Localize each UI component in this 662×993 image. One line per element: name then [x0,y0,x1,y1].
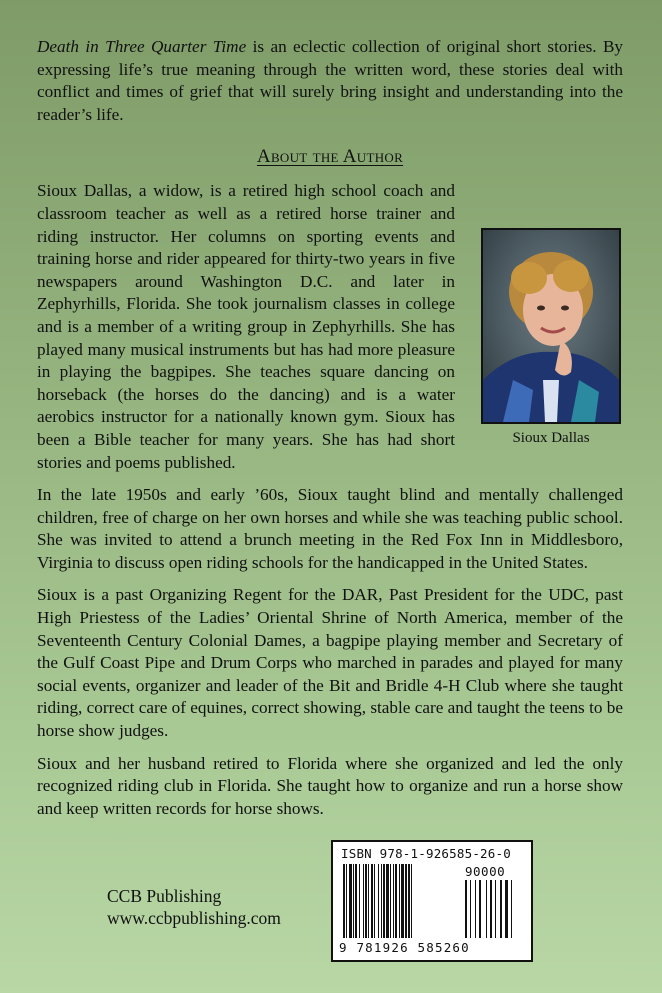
barcode-bar [490,880,492,938]
barcode-bar [486,880,487,938]
publisher-block [107,885,281,929]
barcode-bar [465,880,467,938]
barcode-bar [359,864,360,938]
barcode-bar [386,864,389,938]
barcode-bar [399,864,400,938]
barcode-bar [475,880,476,938]
barcode-bar [355,864,357,938]
barcode-bar [405,864,407,938]
bio-section [37,180,623,820]
barcode-bar [381,864,382,938]
isbn-barcode [331,840,533,962]
book-title: Death in Three Quarter Time [37,37,247,56]
bio-paragraph-3: Sioux is a past Organizing Regent for the DAR, Past President for the UDC, past High Priestess of the Ladies’ Oriental Shrine of North America, member of the Seventeenth Century Colonial Dames, a bagpipe playing member and Secretary of the Gulf Coast Pipe and Drum Corps who marched in parades and played for many social events, organizer and leader of the Bit and Bridle 4-H Club where she taught riding, correct care of equines, correct showing, stable care and taught the teens to be horse show judges. [37,585,623,741]
barcode-bar [411,864,412,938]
barcode-bar [363,864,364,938]
publisher-name: CCB Publishing [107,886,222,906]
bio-paragraph-4: Sioux and her husband retired to Florida where she organized and led the only recognized riding club in Florida. She taught how to organize and run a horse show and keep written records for horse shows. [37,753,623,818]
barcode-bar [343,864,345,938]
author-photo [481,228,621,424]
barcode-bar [378,864,379,938]
barcode-bar [353,864,354,938]
about-author-heading: About the Author [256,146,404,168]
barcode-bar [495,880,496,938]
barcode-bar [401,864,404,938]
isbn-label: ISBN 978-1-926585-26-0 [341,846,511,861]
barcode-bar [365,864,367,938]
barcode-bar [374,864,375,938]
back-cover-text [37,36,623,820]
publisher-url: www.ccbpublishing.com [107,908,281,928]
photo-caption: Sioux Dallas [512,430,590,447]
barcode-bar [479,880,481,938]
intro-paragraph [37,36,623,126]
intro-text: is an eclectic collection of original short stories. By expressing life’s true meaning through the written word, these stories deal with conflict and times of grief that will surely bring insight and understanding into the reader’s life. [37,37,624,124]
bio-paragraph-2: In the late 1950s and early ’60s, Sioux taught blind and mentally challenged children, free of charge on her own horses and while she was teaching public school. She was invited to attend a brunch meeting in the Red Fox Inn in Middlesboro, Virginia to discuss open riding schools for the handicapped in the United States. [37,485,623,572]
barcode-bar [383,864,385,938]
ean-digits: 9 781926 585260 [339,940,470,955]
price-code: 90000 [465,864,506,879]
barcode-bar [500,880,502,938]
author-bio-paragraph: Sioux Dallas, a widow, is a retired high school coach and classroom teacher as well as a retired horse trainer and riding instructor. Her columns on sporting events and training horse and rider appeared for thirty-two years in five newspapers around Washington D.C. and later in Zephyrhills, Florida. She took journalism classes in college and is a member of a writing group in Zephyrhills. She has played many musical instruments but has had more pleasure in playing the bagpipes. She teaches square dancing on horseback (the horses do the dancing) and is a water aerobics instructor for a nationally known gym. Sioux has been a Bible teacher for many years. She has had short stories and poems published. [37,181,455,472]
barcode-bar [408,864,410,938]
barcode-bar [470,880,471,938]
barcode-bar [368,864,369,938]
barcode-bar [346,864,347,938]
barcode-bar [390,864,391,938]
barcode-bar [511,880,512,938]
barcode-bar [395,864,397,938]
barcode-bar [349,864,352,938]
barcode-bar [505,880,508,938]
barcode-bar [393,864,394,938]
barcode-bar [371,864,373,938]
